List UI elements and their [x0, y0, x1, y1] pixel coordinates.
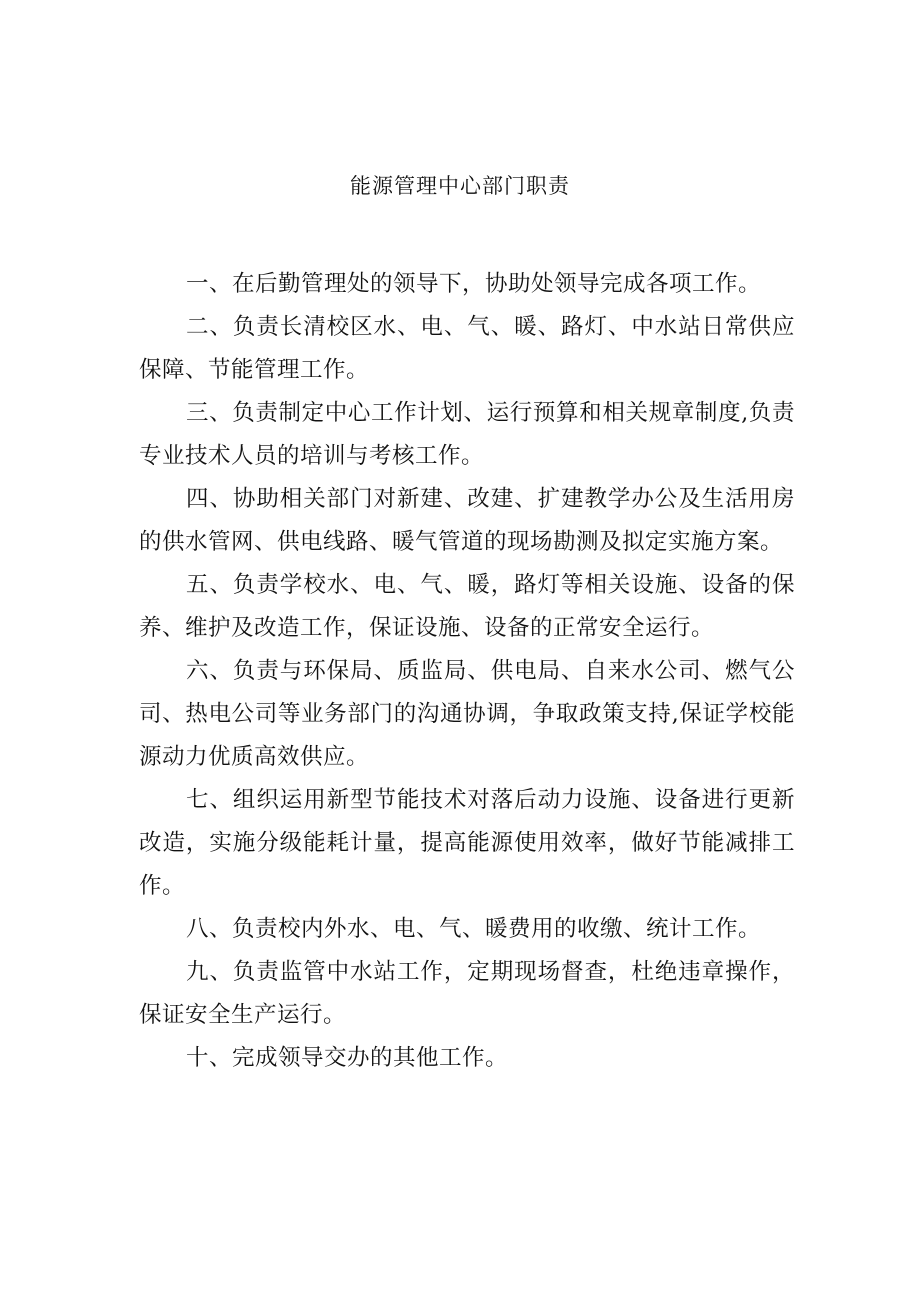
duty-item-3: 三、负责制定中心工作计划、运行预算和相关规章制度,负责专业技术人员的培训与考核工作。: [139, 400, 795, 469]
duty-item-9: 九、负责监管中水站工作，定期现场督查，杜绝违章操作，保证安全生产运行。: [139, 959, 795, 1028]
duty-item-5: 五、负责学校水、电、气、暖，路灯等相关设施、设备的保养、维护及改造工作，保证设施、设备的正常安全运行。: [139, 572, 795, 641]
duty-item-8: 八、负责校内外水、电、气、暖费用的收缴、统计工作。: [186, 916, 762, 942]
duty-item-1: 一、在后勤管理处的领导下，协助处领导完成各项工作。: [186, 271, 762, 297]
page-title: 能源管理中心部门职责: [350, 174, 570, 198]
duty-list: [139, 263, 795, 1080]
duty-item-6: 六、负责与环保局、质监局、供电局、自来水公司、燃气公司、热电公司等业务部门的沟通协调，争取政策支持,保证学校能源动力优质高效供应。: [139, 658, 795, 770]
duty-item-2: 二、负责长清校区水、电、气、暖、路灯、中水站日常供应保障、节能管理工作。: [139, 314, 795, 383]
duty-item-7: 七、组织运用新型节能技术对落后动力设施、设备进行更新改造，实施分级能耗计量，提高能源使用效率，做好节能减排工作。: [139, 787, 795, 899]
duty-item-10: 十、完成领导交办的其他工作。: [186, 1045, 509, 1071]
duty-item-4: 四、协助相关部门对新建、改建、扩建教学办公及生活用房的供水管网、供电线路、暖气管道的现场勘测及拟定实施方案。: [139, 486, 795, 555]
